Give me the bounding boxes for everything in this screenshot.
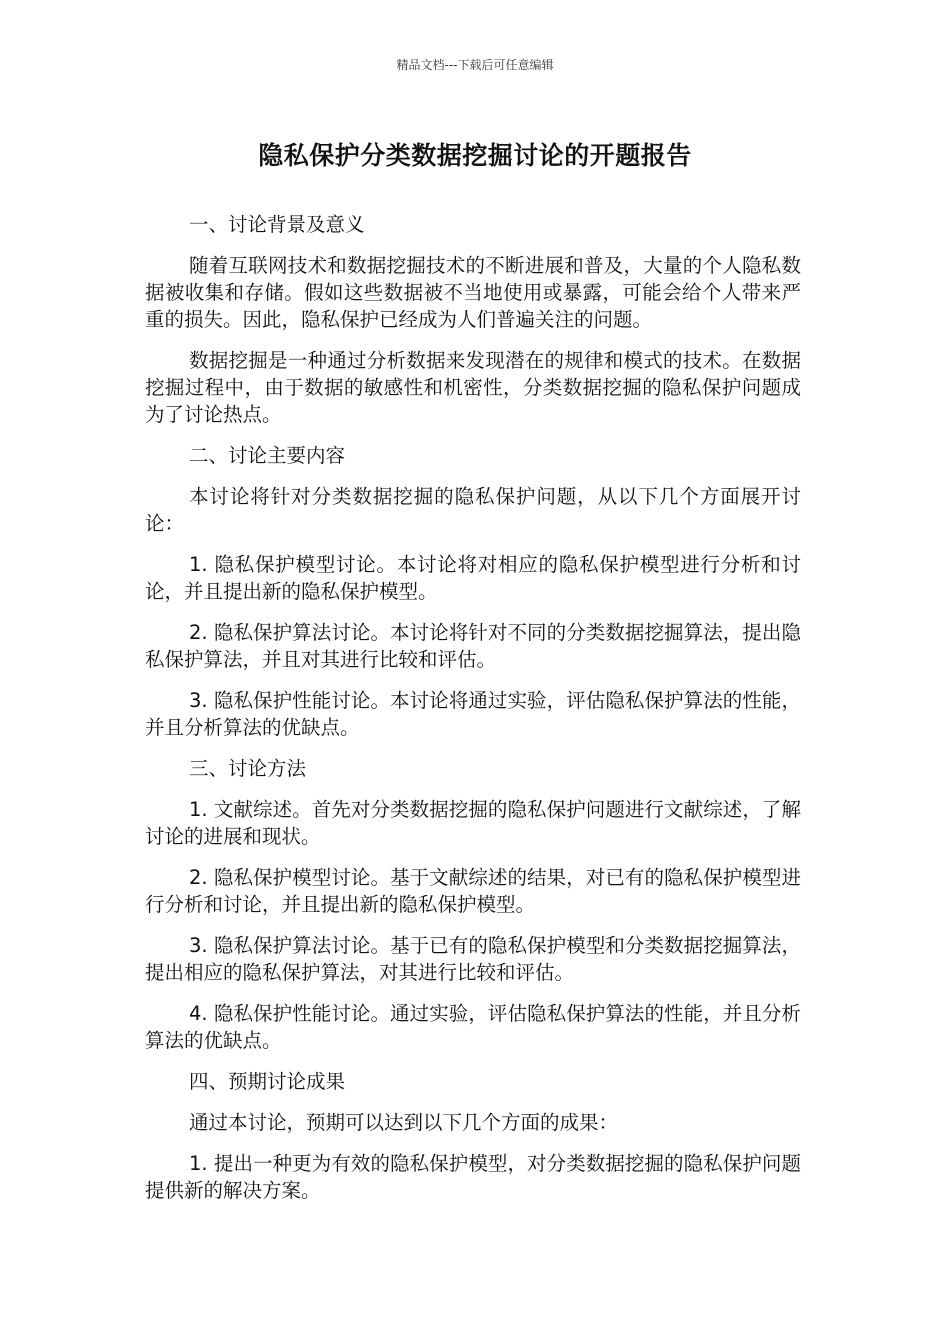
section-heading-content: 二、讨论主要内容 xyxy=(189,444,346,467)
list-item: 1. 提出一种更为有效的隐私保护模型，对分类数据挖掘的隐私保护问题提供新的解决方案。 xyxy=(145,1152,801,1202)
paragraph: 本讨论将针对分类数据挖掘的隐私保护问题，从以下几个方面展开讨论： xyxy=(145,485,801,535)
paragraph: 通过本讨论，预期可以达到以下几个方面的成果： xyxy=(189,1111,619,1134)
list-item: 3. 隐私保护算法讨论。基于已有的隐私保护模型和分类数据挖掘算法，提出相应的隐私保护算法，对其进行比较和评估。 xyxy=(145,934,801,984)
document-title: 隐私保护分类数据挖掘讨论的开题报告 xyxy=(258,141,692,170)
section-heading-method: 三、讨论方法 xyxy=(189,757,307,780)
list-item: 1. 隐私保护模型讨论。本讨论将对相应的隐私保护模型进行分析和讨论，并且提出新的隐私保护模型。 xyxy=(145,553,801,603)
page-header: 精品文档---下载后可任意编辑 xyxy=(396,58,554,72)
list-item: 4. 隐私保护性能讨论。通过实验，评估隐私保护算法的性能，并且分析算法的优缺点。 xyxy=(145,1002,801,1052)
list-item: 2. 隐私保护模型讨论。基于文献综述的结果，对已有的隐私保护模型进行分析和讨论，并且提出新的隐私保护模型。 xyxy=(145,866,801,916)
document-body xyxy=(145,211,801,1218)
section-heading-background: 一、讨论背景及意义 xyxy=(189,213,365,236)
list-item: 1. 文献综述。首先对分类数据挖掘的隐私保护问题进行文献综述，了解讨论的进展和现状。 xyxy=(145,798,801,848)
section-heading-outcomes: 四、预期讨论成果 xyxy=(189,1070,346,1093)
paragraph: 数据挖掘是一种通过分析数据来发现潜在的规律和模式的技术。在数据挖掘过程中，由于数据的敏感性和机密性，分类数据挖掘的隐私保护问题成为了讨论热点。 xyxy=(145,349,801,426)
list-item: 3. 隐私保护性能讨论。本讨论将通过实验，评估隐私保护算法的性能，并且分析算法的优缺点。 xyxy=(145,689,801,739)
paragraph: 随着互联网技术和数据挖掘技术的不断进展和普及，大量的个人隐私数据被收集和存储。假如这些数据被不当地使用或暴露，可能会给个人带来严重的损失。因此，隐私保护已经成为人们普遍关注的问题。 xyxy=(145,254,801,331)
list-item: 2. 隐私保护算法讨论。本讨论将针对不同的分类数据挖掘算法，提出隐私保护算法，并且对其进行比较和评估。 xyxy=(145,621,801,671)
